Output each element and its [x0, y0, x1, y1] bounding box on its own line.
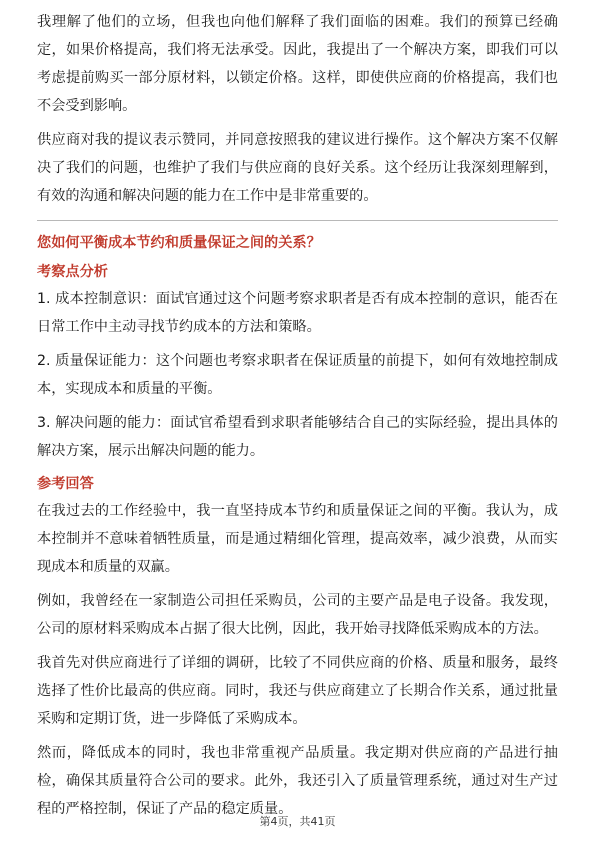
answer-paragraph: 我首先对供应商进行了详细的调研，比较了不同供应商的价格、质量和服务，最终选择了性价比最高的供应商。同时，我还与供应商建立了长期合作关系，通过批量采购和定期订货，进一步降低了采购成本。 — [37, 655, 558, 727]
analysis-point: 3. 解决问题的能力：面试官希望看到求职者能够结合自己的实际经验，提出具体的解决方案，展示出解决问题的能力。 — [37, 415, 558, 459]
answer-paragraph: 在我过去的工作经验中，我一直坚持成本节约和质量保证之间的平衡。我认为，成本控制并不意味着牺牲质量，而是通过精细化管理，提高效率，减少浪费，从而实现成本和质量的双赢。 — [37, 503, 558, 575]
answer-paragraph: 例如，我曾经在一家制造公司担任采购员，公司的主要产品是电子设备。我发现，公司的原材料采购成本占据了很大比例，因此，我开始寻找降低采购成本的方法。 — [37, 593, 558, 637]
analysis-point: 2. 质量保证能力：这个问题也考察求职者在保证质量的前提下，如何有效地控制成本，实现成本和质量的平衡。 — [37, 353, 558, 397]
section-divider — [37, 220, 558, 221]
question-heading: 您如何平衡成本节约和质量保证之间的关系？ — [37, 235, 321, 251]
analysis-heading: 考察点分析 — [37, 264, 108, 280]
page-number: 第4页，共41页 — [259, 815, 336, 828]
answer-paragraph: 然而，降低成本的同时，我也非常重视产品质量。我定期对供应商的产品进行抽检，确保其质量符合公司的要求。此外，我还引入了质量管理系统，通过对生产过程的严格控制，保证了产品的稳定质量。 — [37, 745, 558, 817]
document-page — [37, 8, 558, 829]
answer-heading: 参考回答 — [37, 476, 94, 492]
analysis-point: 1. 成本控制意识：面试官通过这个问题考察求职者是否有成本控制的意识，能否在日常工作中主动寻找节约成本的方法和策略。 — [37, 291, 558, 335]
paragraph: 我理解了他们的立场，但我也向他们解释了我们面临的困难。我们的预算已经确定，如果价格提高，我们将无法承受。因此，我提出了一个解决方案，即我们可以考虑提前购买一部分原材料，以锁定价格。这样，即使供应商的价格提高，我们也不会受到影响。 — [37, 14, 558, 114]
paragraph: 供应商对我的提议表示赞同，并同意按照我的建议进行操作。这个解决方案不仅解决了我们的问题，也维护了我们与供应商的良好关系。这个经历让我深刻理解到，有效的沟通和解决问题的能力在工作中是非常重要的。 — [37, 132, 558, 204]
